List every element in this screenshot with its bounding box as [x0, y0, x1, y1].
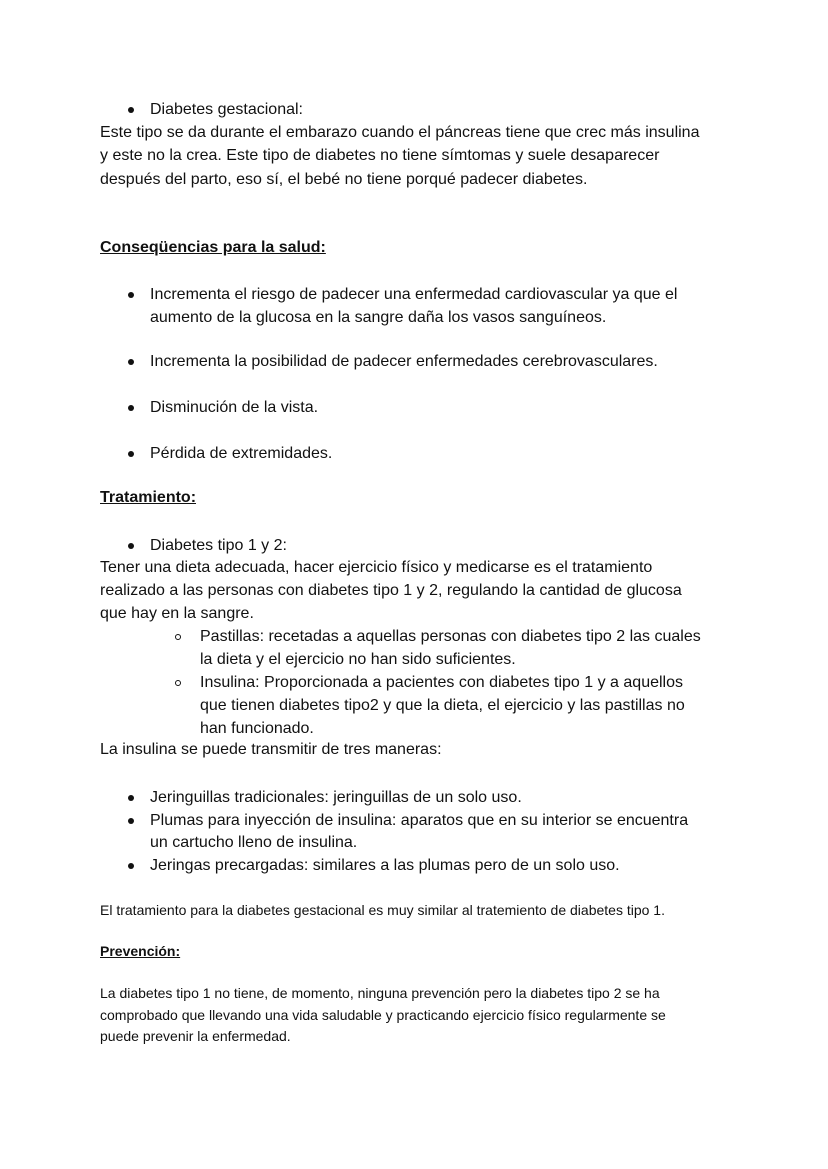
- list-item: Incrementa la posibilidad de padecer enfermedades cerebrovasculares.: [150, 353, 658, 370]
- sub-item: la dieta y el ejercicio no han sido suficientes.: [200, 651, 516, 668]
- list-item: Plumas para inyección de insulina: aparatos que en su interior se encuentra: [150, 812, 689, 829]
- list-item: Incrementa el riesgo de padecer una enfermedad cardiovascular ya que el: [150, 286, 678, 303]
- bullet-icon: [128, 451, 134, 457]
- section-heading: Tratamiento:: [100, 489, 197, 506]
- sub-item: Insulina: Proporcionada a pacientes con diabetes tipo 1 y a aquellos: [200, 674, 683, 691]
- paragraph-line: que hay en la sangre.: [100, 605, 254, 622]
- paragraph-line: Este tipo se da durante el embarazo cuando el páncreas tiene que crec más insulina: [100, 124, 700, 141]
- paragraph-line: La insulina se puede transmitir de tres maneras:: [100, 741, 442, 758]
- list-item: un cartucho lleno de insulina.: [150, 834, 358, 851]
- list-item: aumento de la glucosa en la sangre daña los vasos sanguíneos.: [150, 309, 607, 326]
- circle-bullet-icon: [175, 634, 181, 640]
- bullet-icon: [128, 107, 134, 113]
- paragraph-line: después del parto, eso sí, el bebé no tiene porqué padecer diabetes.: [100, 171, 588, 188]
- note-text: El tratamiento para la diabetes gestacional es muy similar al tratemiento de diabetes tipo 1.: [100, 902, 665, 918]
- bullet-icon: [128, 795, 134, 801]
- paragraph-line: La diabetes tipo 1 no tiene, de momento, ninguna prevención pero la diabetes tipo 2 se ha: [100, 985, 660, 1001]
- bullet-icon: [128, 292, 134, 298]
- sub-item: han funcionado.: [200, 720, 314, 737]
- section-heading: Conseqüencias para la salud:: [100, 239, 326, 256]
- bullet-text: Diabetes gestacional:: [150, 101, 303, 118]
- list-item: Disminución de la vista.: [150, 399, 319, 416]
- bullet-text: Diabetes tipo 1 y 2:: [150, 537, 287, 554]
- bullet-icon: [128, 359, 134, 365]
- paragraph-line: realizado a las personas con diabetes tipo 1 y 2, regulando la cantidad de glucosa: [100, 582, 682, 599]
- sub-item: que tienen diabetes tipo2 y que la dieta, el ejercicio y las pastillas no: [200, 697, 685, 714]
- paragraph-line: comprobado que llevando una vida saludable y practicando ejercicio físico regularmente se: [100, 1007, 666, 1023]
- paragraph-line: Tener una dieta adecuada, hacer ejercicio físico y medicarse es el tratamiento: [100, 559, 653, 576]
- bullet-icon: [128, 543, 134, 549]
- list-item: Jeringas precargadas: similares a las plumas pero de un solo uso.: [150, 857, 620, 874]
- bullet-icon: [128, 863, 134, 869]
- list-item: Jeringuillas tradicionales: jeringuillas de un solo uso.: [150, 789, 522, 806]
- list-item: Pérdida de extremidades.: [150, 445, 333, 462]
- bullet-icon: [128, 818, 134, 824]
- paragraph-line: puede prevenir la enfermedad.: [100, 1028, 291, 1044]
- bullet-icon: [128, 405, 134, 411]
- section-heading: Prevención:: [100, 943, 181, 959]
- sub-item: Pastillas: recetadas a aquellas personas con diabetes tipo 2 las cuales: [200, 628, 701, 645]
- circle-bullet-icon: [175, 680, 181, 686]
- paragraph-line: y este no la crea. Este tipo de diabetes no tiene símtomas y suele desaparecer: [100, 147, 660, 164]
